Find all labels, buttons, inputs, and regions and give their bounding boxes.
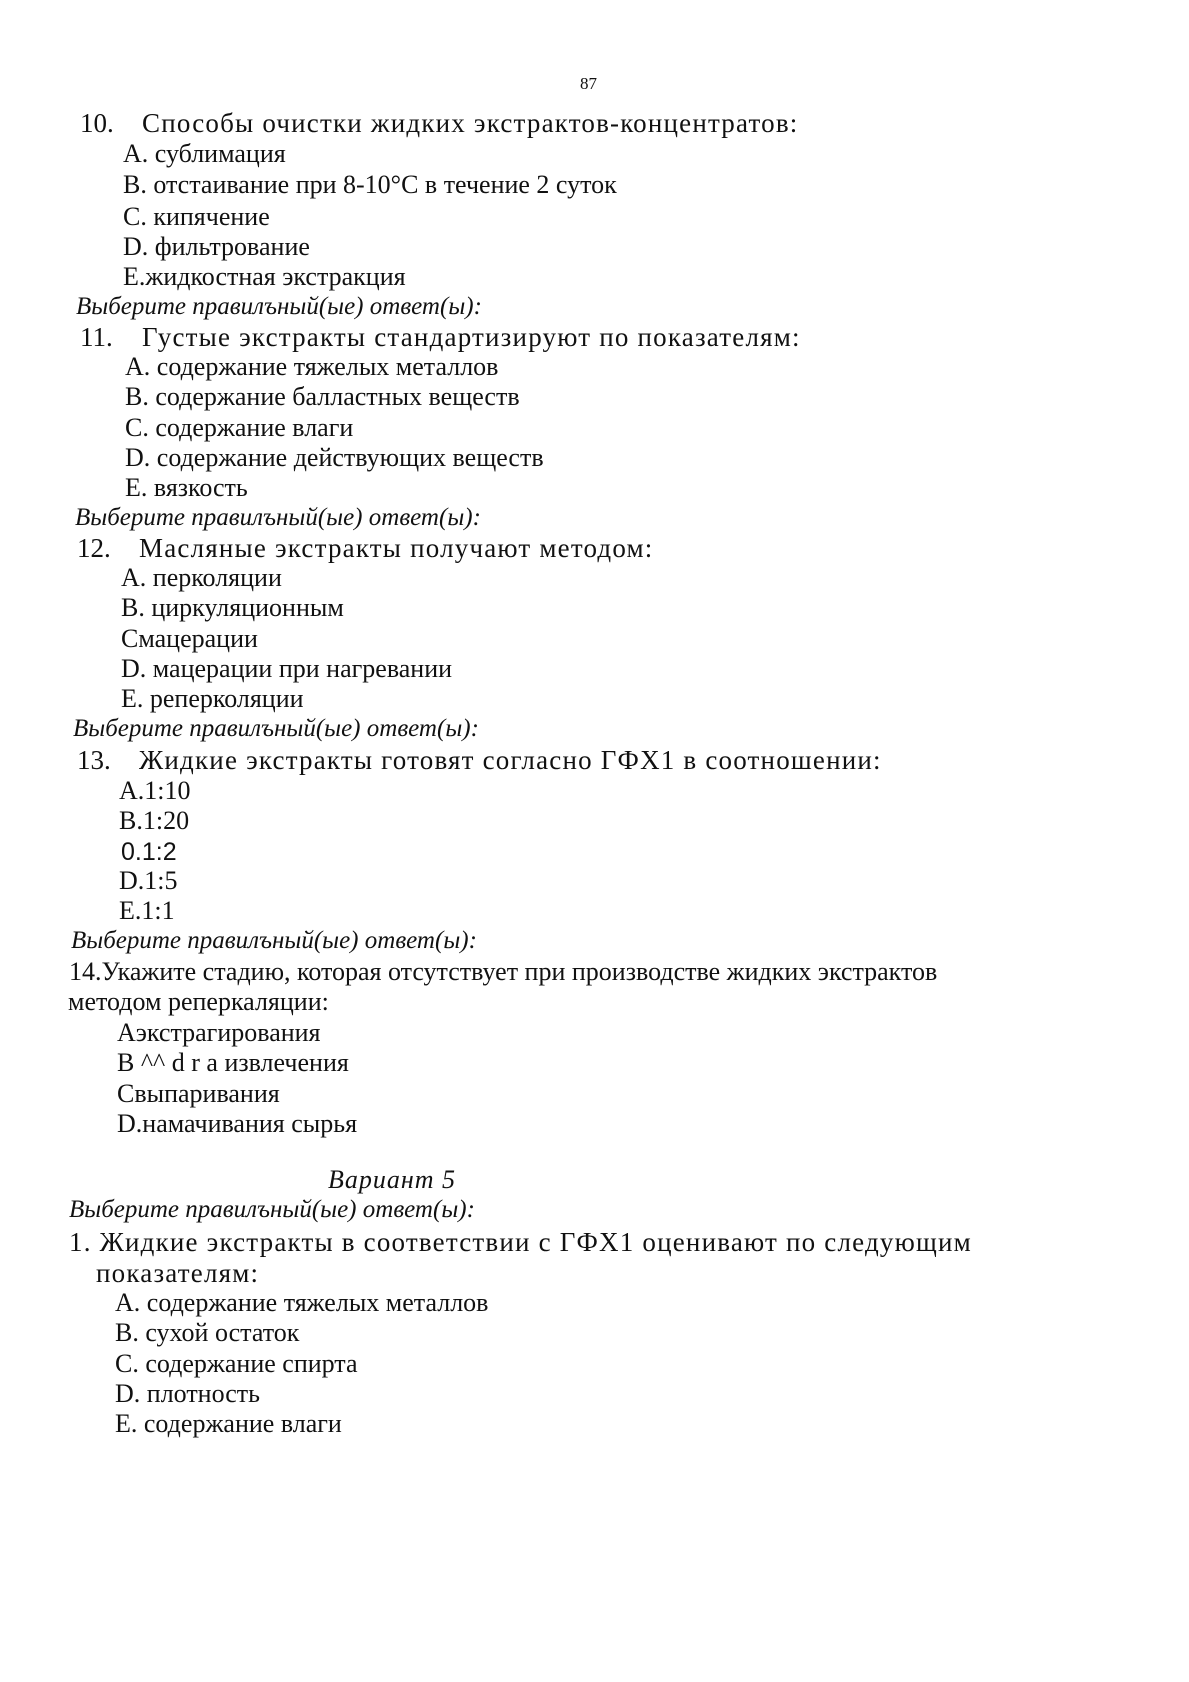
variant-question-1-line-1: 1. Жидкие экстракты в соответствии с ГФХ1 оценивают по следующим [69,1227,972,1257]
question-number: 13. [77,745,111,775]
answer-option: A. содержание тяжелых металлов [115,1288,489,1317]
question-text: Способы очистки жидких экстрактов-концентратов: [142,108,799,138]
answer-option: Аэкстрагирования [117,1018,321,1047]
answer-option: C. содержание спирта [115,1349,358,1378]
answer-option: B. отстаивание при 8-10°С в течение 2 суток [123,170,617,199]
answer-option: E.жидкостная экстракция [123,262,406,291]
answer-option: A. содержание тяжелых металлов [125,352,499,381]
question-13 [77,745,882,775]
answer-option: B. содержание балластных веществ [125,382,520,411]
answer-option: Свыпаривания [117,1079,280,1108]
answer-option: B.1:20 [119,806,190,835]
answer-option: A. сублимация [123,139,286,168]
instruction-text: Выберите правилъный(ые) ответ(ы): [71,927,477,954]
answer-option: D. содержание действующих веществ [125,443,544,472]
answer-option: D.1:5 [119,866,178,895]
answer-option: 0.1:2 [121,838,177,866]
instruction-text: Выберите правилъный(ые) ответ(ы): [69,1196,475,1223]
answer-option: B. сухой остаток [115,1318,300,1347]
answer-option: E. реперколяции [121,684,304,713]
answer-option: C. кипячение [123,202,270,231]
answer-option: Смацерации [121,624,258,653]
answer-option: B. циркуляционным [121,593,344,622]
answer-option: E. вязкость [125,473,248,502]
question-14-line-1: 14.Укажите стадию, которая отсутствует при производстве жидких экстрактов [69,957,938,986]
answer-option: D. мацерации при нагревании [121,654,453,683]
variant-question-1-line-2: показателям: [96,1258,260,1288]
page-number: 87 [580,74,597,93]
instruction-text: Выберите правилъный(ые) ответ(ы): [76,293,482,320]
answer-option: E. содержание влаги [115,1409,342,1438]
question-text: Масляные экстракты получают методом: [139,533,654,563]
instruction-text: Выберите правилъный(ые) ответ(ы): [75,504,481,531]
answer-option: D.намачивания сырья [117,1109,358,1138]
question-number: 10. [80,108,114,138]
question-12 [77,533,654,563]
question-10 [80,108,799,138]
question-text: Жидкие экстракты готовят согласно ГФХ1 в соотношении: [139,745,882,775]
answer-option: E.1:1 [119,896,175,925]
question-text: Густые экстракты стандартизируют по показателям: [142,322,801,352]
answer-option: A. перколяции [121,563,282,592]
answer-option: B ^^ d r a извлечения [117,1048,349,1077]
answer-option: D. плотность [115,1379,261,1408]
question-number: 11. [80,322,113,352]
question-number: 12. [77,533,111,563]
question-14-line-2: методом реперкаляции: [68,987,329,1016]
variant-heading: Вариант 5 [328,1165,457,1194]
instruction-text: Выберите правилъный(ые) ответ(ы): [73,715,479,742]
question-11 [80,322,801,352]
answer-option: D. фильтрование [123,232,310,261]
answer-option: C. содержание влаги [125,413,354,442]
answer-option: A.1:10 [119,776,191,805]
